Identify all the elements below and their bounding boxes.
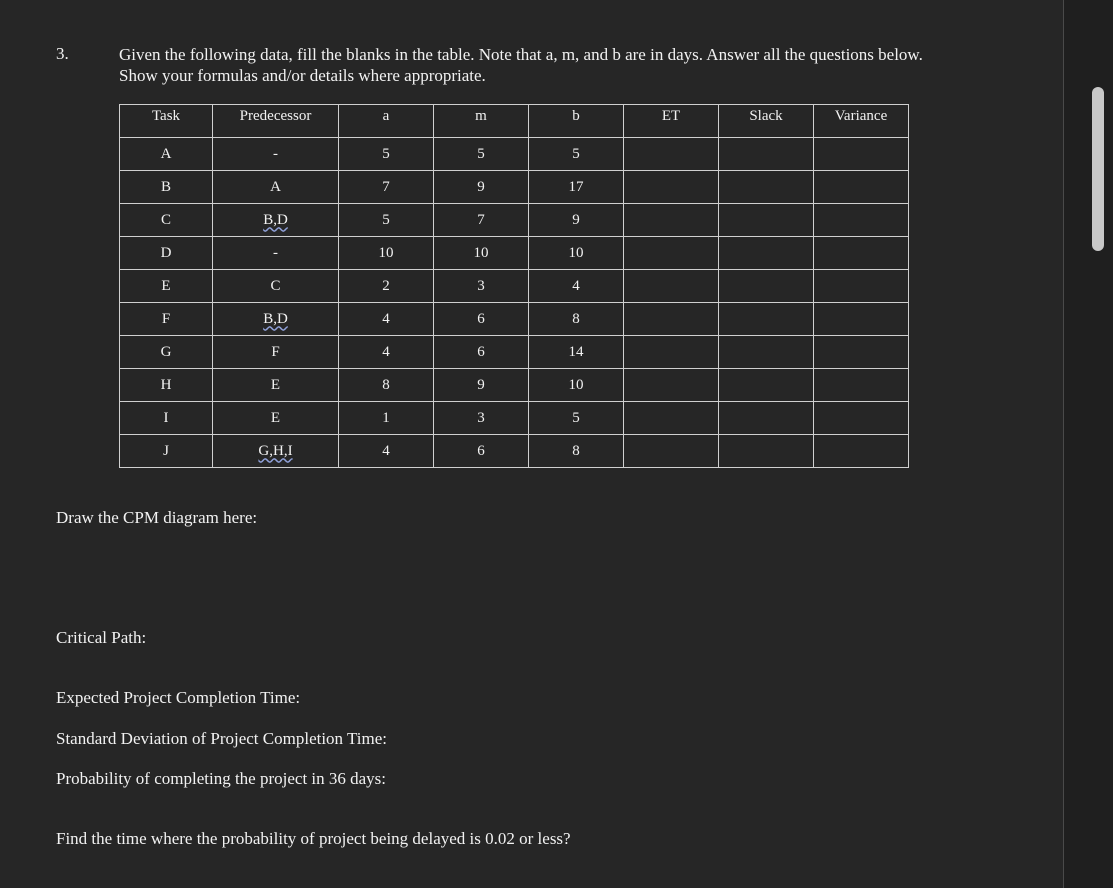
cell-a xyxy=(339,336,434,369)
table-row xyxy=(120,204,909,237)
table-row xyxy=(120,336,909,369)
cell-pred-text: E xyxy=(270,376,281,393)
cell-task xyxy=(120,237,213,270)
cell-a-text: 5 xyxy=(382,145,390,162)
cell-b xyxy=(529,171,624,204)
cell-pred-text: B,D xyxy=(263,211,288,228)
cell-b-text: 5 xyxy=(572,409,580,426)
cell-pred-text: - xyxy=(273,244,278,261)
cell-b-text: 8 xyxy=(572,310,580,327)
cell-a xyxy=(339,303,434,336)
cell-task-text: E xyxy=(161,277,171,294)
cell-slack-blank xyxy=(719,171,814,204)
cell-a-text: 4 xyxy=(382,343,390,360)
header-task: Task xyxy=(120,105,213,138)
cell-m xyxy=(434,204,529,237)
cell-variance-blank xyxy=(814,435,909,468)
cell-variance-blank xyxy=(814,237,909,270)
cell-task xyxy=(120,171,213,204)
cell-et-blank xyxy=(624,369,719,402)
cell-b xyxy=(529,270,624,303)
cell-a-text: 4 xyxy=(382,442,390,459)
cell-task-text: F xyxy=(161,310,171,327)
cell-slack-blank xyxy=(719,303,814,336)
table-row xyxy=(120,369,909,402)
cell-variance-blank xyxy=(814,270,909,303)
cell-b-text: 9 xyxy=(572,211,580,228)
cell-b xyxy=(529,303,624,336)
cell-slack-blank xyxy=(719,369,814,402)
cell-pred xyxy=(213,171,339,204)
header-variance: Variance xyxy=(814,105,909,138)
cell-m-text: 6 xyxy=(477,442,485,459)
cell-task-text: C xyxy=(160,211,171,228)
cell-task-text: J xyxy=(163,442,169,459)
cell-a-text: 7 xyxy=(382,178,390,195)
cell-m xyxy=(434,402,529,435)
cell-a-text: 5 xyxy=(382,211,390,228)
header-slack: Slack xyxy=(719,105,814,138)
cell-m xyxy=(434,138,529,171)
cell-task xyxy=(120,369,213,402)
cpm-prompt: Draw the CPM diagram here: xyxy=(56,508,258,527)
cell-pred xyxy=(213,303,339,336)
cell-m xyxy=(434,237,529,270)
scrollbar-thumb[interactable] xyxy=(1092,87,1104,251)
cell-pred-text: A xyxy=(270,178,281,195)
cell-m xyxy=(434,435,529,468)
cell-b-text: 17 xyxy=(568,178,584,195)
cell-m xyxy=(434,369,529,402)
cell-b-text: 5 xyxy=(572,145,580,162)
cell-et-blank xyxy=(624,237,719,270)
cell-variance-blank xyxy=(814,369,909,402)
cell-b xyxy=(529,336,624,369)
cell-slack-blank xyxy=(719,204,814,237)
cell-m-text: 3 xyxy=(477,277,485,294)
cell-slack-blank xyxy=(719,270,814,303)
cell-m-text: 9 xyxy=(477,178,485,195)
cell-et-blank xyxy=(624,138,719,171)
cell-pred xyxy=(213,435,339,468)
question-line-1: Given the following data, fill the blanks in the table. Note that a, m, and b are in days. Answer all the questions below. xyxy=(119,45,923,64)
cell-slack-blank xyxy=(719,435,814,468)
cell-pred-text: B,D xyxy=(263,310,288,327)
cell-m xyxy=(434,303,529,336)
cell-m-text: 6 xyxy=(477,343,485,360)
cell-slack-blank xyxy=(719,336,814,369)
cell-task-text: H xyxy=(160,376,172,393)
cell-task xyxy=(120,303,213,336)
cell-m xyxy=(434,270,529,303)
expected-time-prompt: Expected Project Completion Time: xyxy=(56,688,301,707)
cell-pred xyxy=(213,270,339,303)
scrollbar-track[interactable] xyxy=(1064,0,1113,888)
cell-m-text: 5 xyxy=(477,145,485,162)
header-predecessor: Predecessor xyxy=(213,105,339,138)
table-row xyxy=(120,270,909,303)
cell-b-text: 4 xyxy=(572,277,580,294)
cell-task xyxy=(120,204,213,237)
cell-et-blank xyxy=(624,171,719,204)
table-row xyxy=(120,138,909,171)
table-row xyxy=(120,402,909,435)
cell-a-text: 10 xyxy=(378,244,394,261)
cell-slack-blank xyxy=(719,237,814,270)
cell-a xyxy=(339,171,434,204)
cell-a-text: 1 xyxy=(382,409,390,426)
cell-m xyxy=(434,171,529,204)
cell-pred xyxy=(213,237,339,270)
cell-m-text: 9 xyxy=(477,376,485,393)
cell-slack-blank xyxy=(719,402,814,435)
cell-task xyxy=(120,402,213,435)
cell-pred xyxy=(213,336,339,369)
cell-pred xyxy=(213,204,339,237)
cell-slack-blank xyxy=(719,138,814,171)
cell-variance-blank xyxy=(814,138,909,171)
cell-pred-text: G,H,I xyxy=(258,442,293,459)
cell-a xyxy=(339,435,434,468)
cell-et-blank xyxy=(624,402,719,435)
cell-a xyxy=(339,270,434,303)
pert-table xyxy=(119,104,909,468)
cell-b xyxy=(529,369,624,402)
table-row xyxy=(120,237,909,270)
cell-b xyxy=(529,435,624,468)
header-a: a xyxy=(339,105,434,138)
cell-b-text: 14 xyxy=(568,343,584,360)
cell-b-text: 10 xyxy=(568,244,584,261)
cell-task xyxy=(120,435,213,468)
cell-m-text: 6 xyxy=(477,310,485,327)
table-row xyxy=(120,171,909,204)
cell-et-blank xyxy=(624,303,719,336)
cell-pred-text: - xyxy=(273,145,278,162)
critical-path-prompt: Critical Path: xyxy=(56,628,147,647)
cell-et-blank xyxy=(624,435,719,468)
cell-a xyxy=(339,369,434,402)
cell-pred-text: F xyxy=(271,343,280,360)
cell-a xyxy=(339,138,434,171)
cell-task-text: B xyxy=(160,178,171,195)
table-row xyxy=(120,435,909,468)
cell-b xyxy=(529,204,624,237)
cell-b xyxy=(529,138,624,171)
cell-pred-text: E xyxy=(270,409,281,426)
cell-task-text: A xyxy=(160,145,172,162)
cell-b-text: 8 xyxy=(572,442,580,459)
cell-b xyxy=(529,237,624,270)
cell-variance-blank xyxy=(814,336,909,369)
cell-a xyxy=(339,237,434,270)
cell-a-text: 8 xyxy=(382,376,390,393)
cell-pred xyxy=(213,402,339,435)
cell-task xyxy=(120,138,213,171)
cell-m-text: 10 xyxy=(473,244,489,261)
cell-et-blank xyxy=(624,204,719,237)
cell-a xyxy=(339,204,434,237)
cell-variance-blank xyxy=(814,204,909,237)
probability-prompt: Probability of completing the project in 36 days: xyxy=(56,769,387,788)
table-header-row xyxy=(120,105,909,138)
cell-task xyxy=(120,336,213,369)
cell-et-blank xyxy=(624,270,719,303)
cell-et-blank xyxy=(624,336,719,369)
cell-b-text: 10 xyxy=(568,376,584,393)
question-intro xyxy=(119,44,1019,86)
question-number: 3. xyxy=(56,44,69,63)
header-m: m xyxy=(434,105,529,138)
cell-a-text: 2 xyxy=(382,277,390,294)
header-et: ET xyxy=(624,105,719,138)
cell-pred-text: C xyxy=(270,277,281,294)
cell-m-text: 7 xyxy=(477,211,485,228)
cell-a-text: 4 xyxy=(382,310,390,327)
cell-pred xyxy=(213,369,339,402)
cell-pred xyxy=(213,138,339,171)
cell-b xyxy=(529,402,624,435)
std-dev-prompt: Standard Deviation of Project Completion Time: xyxy=(56,729,388,748)
find-time-prompt: Find the time where the probability of project being delayed is 0.02 or less? xyxy=(56,829,571,848)
cell-variance-blank xyxy=(814,171,909,204)
cell-m xyxy=(434,336,529,369)
question-line-2: Show your formulas and/or details where appropriate. xyxy=(119,66,486,85)
table-row xyxy=(120,303,909,336)
cell-m-text: 3 xyxy=(477,409,485,426)
header-b: b xyxy=(529,105,624,138)
cell-a xyxy=(339,402,434,435)
cell-task-text: D xyxy=(160,244,172,261)
cell-variance-blank xyxy=(814,303,909,336)
cell-task-text: I xyxy=(163,409,169,426)
cell-task-text: G xyxy=(160,343,172,360)
cell-task xyxy=(120,270,213,303)
cell-variance-blank xyxy=(814,402,909,435)
